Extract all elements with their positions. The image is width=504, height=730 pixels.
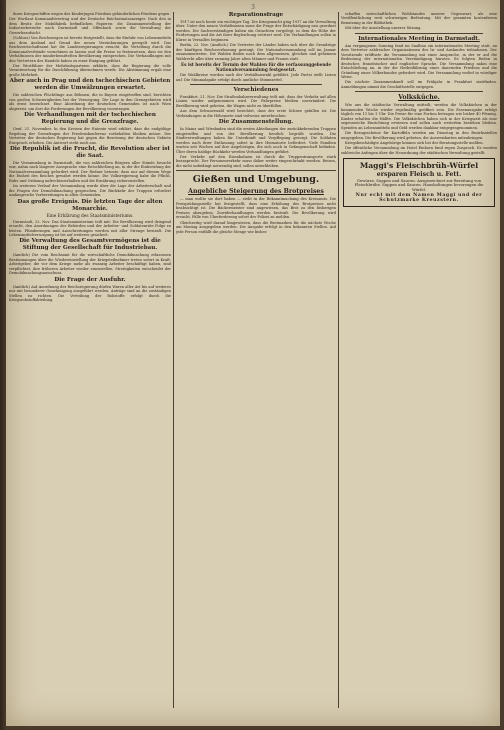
article-paragraph: Darmstadt, 22. Nov. Das Staatsministerium teilt mit: Die Bevölkerung wird dringend ersucht, den Anordnungen der Behörden und der Arbeiter- und Soldatenräte Folge zu leisten. Plünderungen und Ausschreitungen werden mit aller Strenge bestraft. Die Lebensmittelversorgung ist bis auf weiteres gesichert. bbox=[9, 219, 171, 237]
separator bbox=[355, 91, 483, 92]
advertisement-maggi bbox=[343, 158, 495, 206]
ad-subtitle: ersparen Fleisch u. Fett. bbox=[376, 170, 462, 178]
headline: Das große Ereignis. Die letzten Tage der alten Monarchie. bbox=[17, 198, 163, 212]
article-paragraph: Die Wahlkreise werden nach der Verhältniswahl gebildet. Jede Partei stellt Listen auf. Die Stimmabgabe erfolgt durch amtliche Stimmzettel. bbox=[176, 73, 336, 82]
headline: Es ist bereits der Termin der Wahlen für die verfassunggebende Nationalversammlung festgesetzt. bbox=[180, 62, 332, 73]
article-paragraph: Kriegsbeschädigte Angehörige können sich bei der Beratungsstelle melden. bbox=[345, 140, 484, 145]
article-paragraph: (Amtlich) Auf Anordnung der Reichsregierung dürfen Waren aller Art bis auf weiteres nur mit besonderer Genehmigung ausgeführt werden. Anträge sind an die zuständigen Stellen zu richten. Die Verteilung der Rohstoffe erfolgt durch die Kriegsrohstoffabteilung. bbox=[9, 284, 171, 303]
separator bbox=[190, 84, 322, 85]
article-paragraph: In Mainz und Wiesbaden sind die ersten Abteilungen der zurückkehrenden Truppen eingetroffen und von der Bevölkerung herzlich begrüßt worden. Die Stadtverwaltungen haben für Unterkunft und Verpflegung gesorgt. Die Soldaten werden nach ihrer Entlassung sofort in ihre Heimatorte befördert. Viele Familien warten seit Wochen auf ihre Angehörigen, die sich noch in Gefangenschaft befinden. Über deren baldige Rückkehr werden Verhandlungen geführt. bbox=[176, 127, 336, 154]
column-rule bbox=[173, 12, 174, 708]
headline: Die Republik ist die Frucht, die Revolution aber ist die Saat. bbox=[9, 145, 171, 159]
headline: Volksküche. bbox=[398, 94, 440, 102]
article-paragraph: — man wollte sie dort haben — steht in der Bekanntmachung des Kreisamts. Die Preisprüfungsstelle hat festgestellt, dass eine Erhöhung des Brotpreises nicht beabsichtigt ist. Die Bäckermeister sind angewiesen, das Brot zu den bisherigen Preisen abzugeben. Zuwiderhandlungen werden bestraft. Die Bevölkerung wird ersucht, Fälle von Überforderung sofort der Polizei zu melden. bbox=[176, 197, 336, 220]
headline: Internationales Meeting in Darmstadt. bbox=[358, 35, 480, 42]
article-paragraph: schaffen wirtschaftlichen Wohlstandes unserer Gegenwart, als eine Veröffentlichung weit schwierigen Bedeutung. Mit der gesamten kostenfreien Benutzung in der Bibliothek. bbox=[341, 12, 497, 25]
article-paragraph: Aus dem Schwarzwald wird berichtet, dass der erste Schnee gefallen ist. Die Verbindungen in die Höhenorte sind teilweise unterbrochen. bbox=[176, 109, 336, 118]
article-paragraph: ihren Kriegsschiffen wegen des Kinderjugen Friedens gehinderlichen Friedens gegen. bbox=[13, 12, 171, 16]
headline: Angebliche Steigerung des Brotpreises bbox=[188, 188, 324, 196]
headline: Verschiedenes bbox=[233, 86, 279, 93]
article-paragraph: Die nächste Zusammenkunft soll im Frühjahr in Frankfurt stattfinden. Anmeldungen nimmt die Geschäftsstelle entgegen. bbox=[341, 80, 497, 89]
article-paragraph: Im weiteren Verlauf der Versammlung wurde über die Lage der Arbeiterschaft und die Fragen der Demobilmachung gesprochen. Die Rückkehr der Truppen erfordert umfangreiche Vorbereitungen in allen Gemeinden. bbox=[9, 184, 171, 198]
article-paragraph: Frankfurt, 21. Nov. Die Straßenbahnverwaltung teilt mit, dass der Verkehr auf allen Linien wieder aufgenommen wird. Die Fahrpreise bleiben unverändert. Die Bevölkerung wird gebeten, die Wagen nicht zu überfüllen. bbox=[176, 94, 336, 108]
article-paragraph: Gleichzeitig wird darauf hingewiesen, dass die Brotmarken für die nächste Woche am Montag ausgegeben werden. Die Ausgabe erfolgt in den bekannten Stellen. Auf jede Person entfällt die gleiche Menge wie bisher. bbox=[176, 220, 336, 234]
column-right bbox=[341, 12, 497, 710]
column-left bbox=[9, 12, 171, 710]
article-paragraph: Der Verkehr auf den Eisenbahnen ist durch die Truppentransporte stark beansprucht. Der Personenverkehr muss daher weiter eingeschränkt werden. Reisen, die nicht unbedingt notwendig sind, sollen unterbleiben. bbox=[176, 154, 336, 168]
ad-title: Maggi's Fleischbrüh-Würfel bbox=[359, 161, 479, 171]
article-paragraph: 1917 ist noch heute ein wichtiger Tag. Die Kriegsmacht ging 1917 an die Verwaltung über. Unter den neuen Verhältnissen muss die Frage der Entschädigung neu geordnet werden. Die Sachverständigen haben ein Gutachten vorgelegt, in dem die Höhe der Forderungen und die Art ihrer Begleichung erörtert wird. Die Verhandlungen sollen in Kürze in Versailles beginnen. bbox=[176, 20, 336, 42]
article-paragraph: Wie uns die städtische Verwaltung mitteilt, werden die Volksküchen in der kommenden Woche wieder regelmäßig geöffnet sein. Die Essenausgabe erfolgt täglich von 11 bis 1 Uhr. Die Preise für eine Portion betragen wie bisher 40 Pfennig. Kinder erhalten die Hälfte. Die Volksküchen haben sich in der Kriegszeit als eine segensreiche Einrichtung erwiesen und sollen auch weiterhin bestehen bleiben. Spenden an Lebensmitteln und Geld werden dankbar entgegengenommen. bbox=[341, 103, 497, 130]
subheadline: Eine Erklärung des Staatsministeriums. bbox=[46, 213, 134, 219]
section-heading: Gießen und Umgebung. bbox=[192, 174, 320, 186]
article-paragraph: Die zahlreichen Flüchtlinge aus Böhmen, die in Bayern eingetroffen sind, berichten von großen Schwierigkeiten bei der Versorgung. Die Lage in den Grenzgebieten wird als ernst bezeichnet. Eine Abordnung der deutschen Gemeinden ist nach Wien abgereist, um dort die Forderungen der Bevölkerung vorzutragen. bbox=[9, 93, 171, 111]
column-rule bbox=[338, 12, 339, 708]
headline: Reparationsfrage bbox=[228, 12, 284, 18]
ad-footer: Nur echt mit dem Namen Maggi und der Schutzmarke Kreuzstern. bbox=[355, 192, 483, 204]
headline: Die Verhandlungen mit der tschechischen Regierung und die Grenzfrage. bbox=[24, 112, 156, 126]
headline: Die Frage der Ausfuhr. bbox=[54, 276, 126, 283]
newspaper-page bbox=[6, 0, 500, 726]
headline: Der Wortlaut Kommanditvertrag und der Deutsche Reichsstaatsanzeiger. Nach den in dem Besitz der Mobilfabrik befindlichen Papieren: die Zusammenstellung der Industriebetriebe nach Darmstadt und Offenbach sowie die Verwaltung der Gewerbeaufsicht. bbox=[9, 17, 171, 35]
article-paragraph: Genf, 21. November. In den Kreisen der Entente wird erklärt, dass die endgültige Regelung der Grenzfragen der Friedenskonferenz vorbehalten bleiben müsse. Der Vertreter der deutschen Regierung hat gegen die Besetzung der deutschen Gebiete Einspruch erhoben. Die Antwort steht noch aus. bbox=[9, 127, 171, 145]
headline: Die Zusammenstellung. bbox=[218, 119, 294, 126]
article-paragraph: Mit über die Ausstellung unserer Sitzung. bbox=[345, 26, 422, 31]
article-paragraph: (Schluss) Von Reichswegen ist bereits festgestellt, dass die Einfuhr von Lebensmitteln aus dem Ausland auf Grund der neuen Vereinbarungen geregelt wird. Das Reichswirtschaftsamt hat die Landesregierungen ersucht, die Verteilung durch die Kommunalverbände vornehmen zu lassen und die Preise so festzusetzen, dass sie den Verhältnissen der minderbemittelten Bevölkerung entsprechen. Die Verhandlungen mit den Vertretern des Handels haben zu einer Einigung geführt. bbox=[9, 36, 171, 63]
article-paragraph: Am vergangenen Sonntag fand im Saalbau ein internationales Meeting statt, an dem Vertreter zahlreicher Organisationen des In- und Auslandes teilnahmen. Der Vorsitzende eröffnete die Versammlung mit einer Ansprache, in der er auf die Bedeutung der internationalen Verständigung hinwies. Es folgten Reden in deutscher, französischer und englischer Sprache. Die Versammlung nahm eine Entschließung an, in der die Herbeiführung eines dauernden Friedens und die Gründung eines Völkerbundes gefordert wird. Die Versammlung verlief in würdiger Weise. bbox=[341, 43, 497, 79]
page-number: 3 bbox=[251, 4, 255, 11]
separator bbox=[176, 170, 336, 171]
headline: Aber auch in Prag und den tschechischen Gebieten werden die Umwälzungen erwartet. bbox=[9, 78, 171, 92]
column-middle bbox=[176, 12, 336, 710]
headline: Die Verwaltung des Gesamtvermögens ist die Stiftung der Gesellschaft für Industriebau. bbox=[19, 238, 161, 252]
article-paragraph: Die Bezugsscheine für Kartoffeln werden am Dienstag in den Bezirksstellen ausgegeben. Die Bevölkerung wird gebeten, die Ausweiskarten mitzubringen. bbox=[341, 131, 497, 140]
article-paragraph: (Amtlich) Die vom Reichsamt für die wirtschaftliche Demobilmachung erlassenen Bestimmungen über die Wiedereinstellung der Kriegsteilnehmer treten sofort in Kraft. Arbeitgeber, die vor dem Kriege mehr als zwanzig Arbeiter beschäftigt haben, sind verpflichtet, ihre früheren Arbeiter wieder einzustellen. Streitigkeiten entscheidet der Demobilmachungsausschuss. bbox=[9, 253, 171, 276]
article-paragraph: Berlin, 22. Nov. (Amtlich.) Die Vertreter der Länder haben sich über die Grundzüge der künftigen Reichsverfassung geeinigt. Die Nationalversammlung soll im Januar zusammentreten. Die Wahlen finden nach dem allgemeinen, gleichen und geheimen Wahlrecht aller über zwanzig Jahre alten Männer und Frauen statt. bbox=[176, 43, 336, 61]
article-paragraph: Der Wortführer der Mehrheitsparteien erklärte, dass die Regierung die volle Verantwortung für die Durchführung übernehmen werde. Die Abstimmung ergab eine große Mehrheit. bbox=[9, 63, 171, 77]
article-paragraph: Die öffentliche Versammlung im Hotel Einhorn fand regen Zuspruch. Es wurden zahlreiche Anfragen über die Neuordnung der städtischen Verwaltung gestellt. bbox=[341, 146, 497, 155]
separator bbox=[355, 33, 483, 34]
article-paragraph: Die Versammlung in Darmstadt, die von zahlreichen Bürgern aller Stände besucht war, nahm nach längerer Aussprache eine Entschließung an, in der die Einberufung der Nationalversammlung gefordert wird. Der Redner betonte, dass nur auf diesem Wege die Einheit des Reiches gewahrt werden könne. Die Volksregierung habe die Pflicht, Ruhe und Ordnung aufrechtzuerhalten und die Ernährung sicherzustellen. bbox=[9, 160, 171, 183]
ad-text: Gewürze, Suppen und Saucen. Ausgezeichnet zur Bereitung von Fleischbrühe, Suppen und Saucen. Haushaltungen bevorzugen die Würfel. bbox=[354, 177, 484, 193]
